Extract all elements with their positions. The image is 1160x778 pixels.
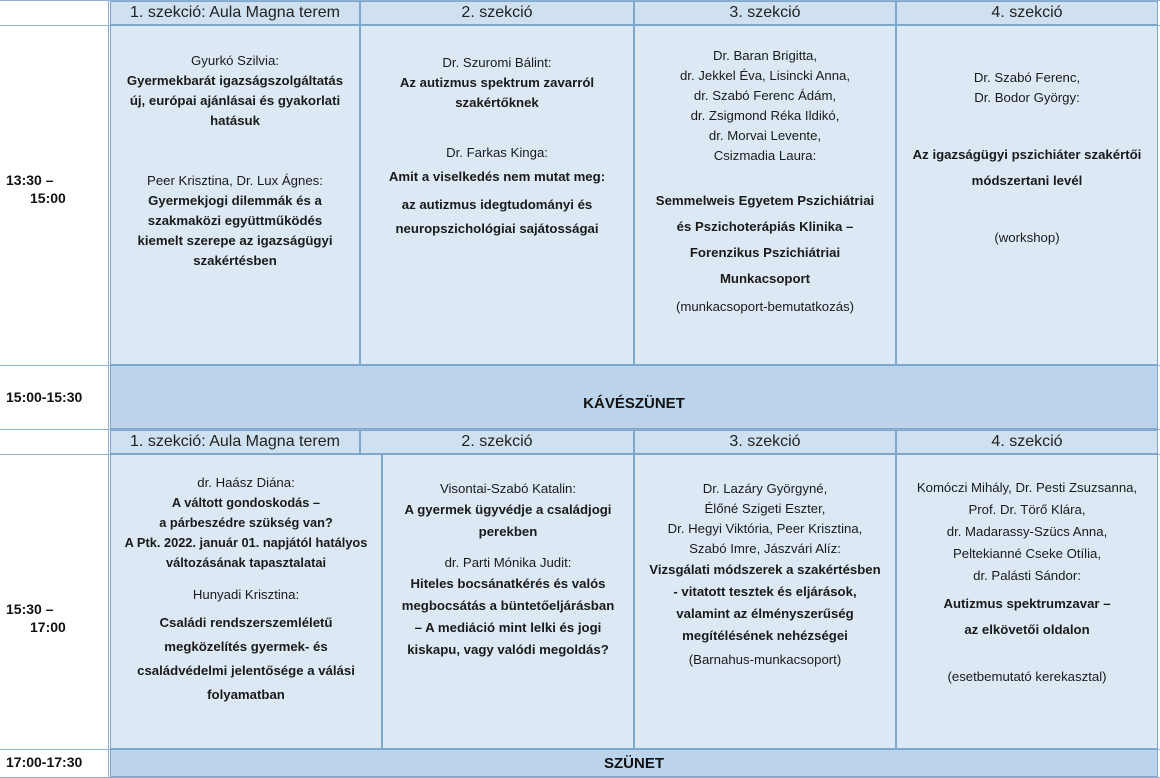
speaker: dr. Parti Mónika Judit:: [444, 555, 572, 570]
speaker: dr. Haász Diána:: [197, 475, 295, 490]
talk-title: hatásuk: [210, 113, 260, 128]
speaker: Komóczi Mihály, Dr. Pesti Zsuzsanna,: [916, 480, 1138, 495]
speaker: Prof. Dr. Törő Klára,: [968, 502, 1086, 517]
talk-title: és Pszichoterápiás Klinika –: [676, 219, 854, 234]
talk-title: Autizmus spektrumzavar –: [943, 596, 1111, 611]
session4-header: 4. szekció: [896, 1, 1158, 25]
talk-title: Munkacsoport: [719, 271, 811, 286]
speaker: Dr. Baran Brigitta,: [712, 48, 818, 63]
talk-title: szakmaközi együttműködés: [147, 213, 323, 228]
speaker: dr. Morvai Levente,: [708, 128, 822, 143]
talk-title: szakértésben: [193, 253, 277, 268]
speaker: dr. Zsigmond Réka Ildikó,: [690, 108, 840, 123]
speaker: Peer Krisztina, Dr. Lux Ágnes:: [147, 173, 323, 188]
speaker: Visontai-Szabó Katalin:: [439, 481, 577, 496]
talk-title: – A mediáció mint lelki és jogi: [414, 620, 602, 635]
talk-title: perekben: [478, 524, 538, 539]
speaker: Dr. Bodor György:: [974, 90, 1080, 105]
speaker: Dr. Szabó Ferenc,: [973, 70, 1081, 85]
speaker: Dr. Hegyi Viktória, Peer Krisztina,: [667, 521, 863, 536]
speaker: Dr. Farkas Kinga:: [446, 145, 548, 160]
talk-title: a párbeszédre szükség van?: [159, 515, 333, 530]
speaker: dr. Madarassy-Szücs Anna,: [946, 524, 1108, 539]
block1-session3-cell: [634, 25, 896, 365]
talk-title: Amit a viselkedés nem mutat meg:: [388, 169, 606, 184]
session1-header: 1. szekció: Aula Magna terem: [110, 430, 360, 454]
coffee-break-band: KÁVÉSZÜNET: [110, 365, 1158, 429]
talk-title: neuropszichológiai sajátosságai: [395, 221, 599, 236]
talk-title: Hiteles bocsánatkérés és valós: [410, 576, 606, 591]
session-note: (esetbemutató kerekasztal): [947, 669, 1107, 684]
speaker: Gyurkó Szilvia:: [191, 53, 279, 68]
block2-session4-cell: [896, 454, 1158, 749]
block2-session2-cell: [382, 454, 634, 749]
break-band: SZÜNET: [110, 749, 1158, 777]
session-note: (munkacsoport-bemutatkozás): [675, 299, 855, 314]
session2-header: 2. szekció: [360, 430, 634, 454]
talk-title: A Ptk. 2022. január 01. napjától hatályos: [124, 535, 368, 550]
speaker: Dr. Szuromi Bálint:: [442, 55, 552, 70]
timeslot-2-start: 15:30 –: [6, 601, 54, 617]
session1-header: 1. szekció: Aula Magna terem: [110, 1, 360, 25]
talk-title: Vizsgálati módszerek a szakértésben: [649, 562, 881, 577]
talk-title: Forenzikus Pszichiátriai: [689, 245, 841, 260]
speaker: Hunyadi Krisztina:: [192, 587, 300, 602]
session4-header: 4. szekció: [896, 430, 1158, 454]
talk-title: A gyermek ügyvédje a családjogi: [404, 502, 612, 517]
block1-session2-cell: [360, 25, 634, 365]
talk-title: A váltott gondoskodás –: [171, 495, 321, 510]
speaker: dr. Jekkel Éva, Lisincki Anna,: [679, 68, 851, 83]
timeslot-2-end: 17:00: [30, 619, 66, 635]
speaker: Dr. Lazáry Györgyné,: [702, 481, 828, 496]
talk-title: megítélésének nehézségei: [682, 628, 848, 643]
talk-title: - vitatott tesztek és eljárások,: [673, 584, 857, 599]
talk-title: Gyermekbarát igazságszolgáltatás: [126, 73, 344, 88]
talk-title: Semmelweis Egyetem Pszichiátriai: [655, 193, 875, 208]
timeslot-2: [6, 601, 106, 635]
talk-title: új, európai ajánlásai és gyakorlati: [129, 93, 341, 108]
talk-title: folyamatban: [207, 687, 285, 702]
block2-session1-cell: [110, 454, 382, 749]
talk-title: kiemelt szerepe az igazságügyi: [137, 233, 333, 248]
block2-session3-cell: [634, 454, 896, 749]
talk-title: kiskapu, vagy valódi megoldás?: [407, 642, 609, 657]
talk-title: az autizmus idegtudományi és: [401, 197, 593, 212]
session-note: (workshop): [994, 230, 1060, 245]
talk-title: szakértőknek: [455, 95, 539, 110]
speaker: Szabó Imre, Jászvári Alíz:: [689, 541, 841, 556]
talk-title: az elkövetői oldalon: [964, 622, 1090, 637]
talk-title: valamint az élményszerűség: [676, 606, 854, 621]
break1-time: 15:00-15:30: [6, 389, 83, 405]
session3-header: 3. szekció: [634, 1, 896, 25]
timeslot-1: [6, 172, 106, 206]
timeslot-1-end: 15:00: [30, 190, 66, 206]
talk-title: változásának tapasztalatai: [165, 555, 327, 570]
speaker: Csizmadia Laura:: [713, 148, 817, 163]
break2-time: 17:00-17:30: [6, 754, 83, 770]
timeslot-1-start: 13:30 –: [6, 172, 54, 188]
speaker: dr. Szabó Ferenc Ádám,: [693, 88, 837, 103]
talk-title: Családi rendszerszemléletű: [159, 615, 333, 630]
talk-title: módszertani levél: [971, 173, 1083, 188]
talk-title: családvédelmi jelentősége a válási: [137, 663, 355, 678]
block1-session1-cell: [110, 25, 360, 365]
session3-header: 3. szekció: [634, 430, 896, 454]
block1-session4-cell: [896, 25, 1158, 365]
speaker: Peltekianné Cseke Otília,: [952, 546, 1102, 561]
speaker: Élőné Szigeti Eszter,: [704, 501, 826, 516]
talk-title: Gyermekjogi dilemmák és a: [148, 193, 322, 208]
speaker: dr. Palásti Sándor:: [973, 568, 1081, 583]
talk-title: Az autizmus spektrum zavarról: [399, 75, 595, 90]
talk-title: megközelítés gyermek- és: [164, 639, 328, 654]
talk-title: megbocsátás a büntetőeljárásban: [401, 598, 615, 613]
session-note: (Barnahus-munkacsoport): [688, 652, 842, 667]
talk-title: Az igazságügyi pszichiáter szakértői: [912, 147, 1142, 162]
session2-header: 2. szekció: [360, 1, 634, 25]
